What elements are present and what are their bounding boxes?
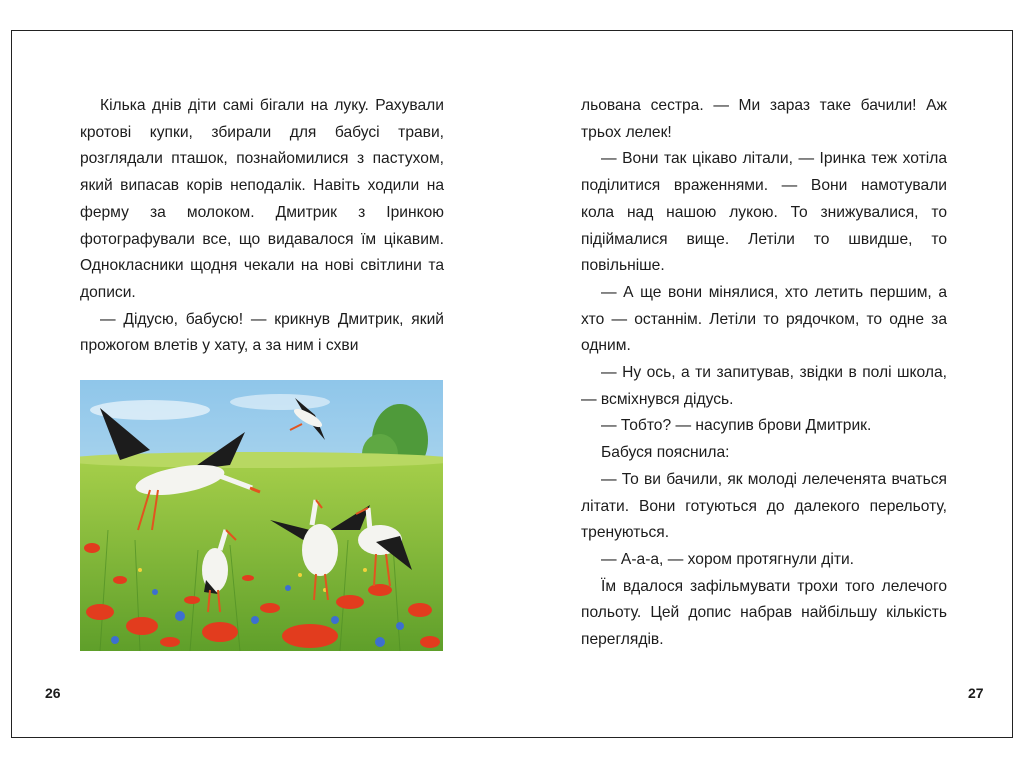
left-page xyxy=(12,31,512,737)
page-number: 27 xyxy=(968,685,984,701)
paragraph: — А-а-а, — хором протягнули діти. xyxy=(601,550,855,568)
paragraph: Бабуся пояснила: xyxy=(601,444,730,462)
paragraph: — Ну ось, а ти запитував, звідки в полі школа, — всміхнувся дідусь. xyxy=(581,364,947,408)
book-spread xyxy=(11,30,1013,738)
right-page xyxy=(512,31,1012,737)
paragraph: — Тобто? — насупив брови Дмитрик. xyxy=(601,417,872,435)
paragraph: — То ви бачили, як молоді лелеченята вчаться літати. Вони готуються до далекого перельоту, тренуються. xyxy=(581,470,947,542)
left-text-column xyxy=(80,93,444,360)
paragraph: — Вони так цікаво літали, — Іринка теж хотіла поділитися враженнями. — Вони намотували кола над нашою лукою. То знижувалися, то підіймалися вище. Летіли то швидше, то повільніше. xyxy=(581,150,947,275)
paragraph: Кілька днів діти самі бігали на луку. Рахували кротові купки, збирали для бабусі трави, розглядали пташок, познайомилися з пастухом, який випасав корів неподалік. Навіть ходили на ферму за молоком. Дмитрик з Іринкою фотографували все, що видавалося їм цікавим. Однокласники щодня чекали на нові світлини та дописи. xyxy=(80,97,444,301)
stork-illustration xyxy=(80,380,443,651)
paragraph: — А ще вони мінялися, хто летить першим, а хто — останнім. Летіли то рядочком, то одне за одним. xyxy=(581,283,947,355)
right-text-column xyxy=(581,93,947,654)
paragraph: льована сестра. — Ми зараз таке бачили! Аж трьох лелек! xyxy=(581,97,947,141)
storks-meadow-image xyxy=(80,380,443,651)
paragraph: Їм вдалося зафільмувати трохи того лелечого польоту. Цей допис набрав найбільшу кількість переглядів. xyxy=(581,577,947,649)
page-number: 26 xyxy=(45,685,61,701)
paragraph: — Дідусю, бабусю! — крикнув Дмитрик, який прожогом влетів у хату, а за ним і схви xyxy=(80,310,444,355)
